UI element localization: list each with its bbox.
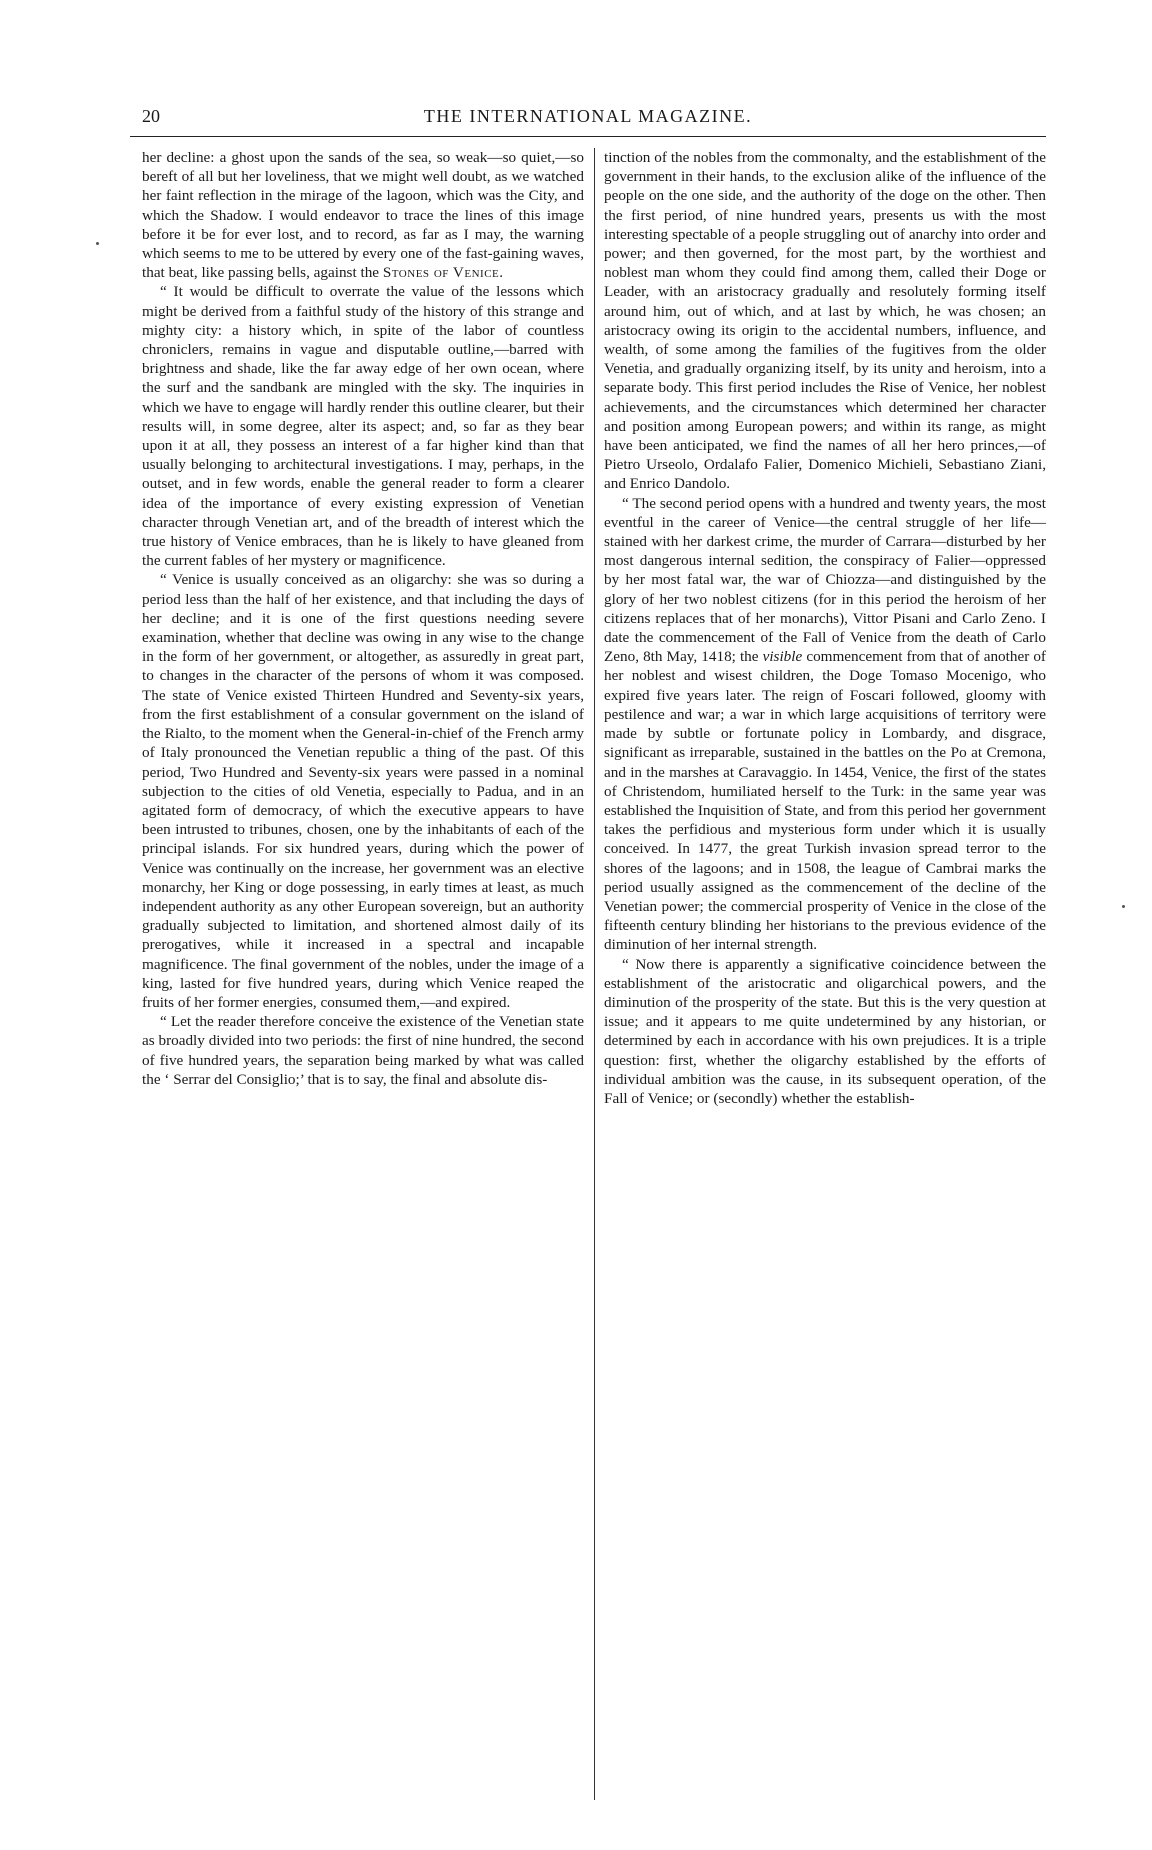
left-paragraph-3: “ Venice is usually conceived as an oligarchy: she was so during a period less than the half of her existence, and that including the days of her decline; and it is one of the first questions needing severe examination, whether that decline was owing in any wise to the change in the form of her government, or altogether, as assuredly in great part, to changes in the character of the persons of whom it was composed. The state of Venice existed Thirteen Hundred and Seventy-six years, from the first establishment of a consular government on the island of the Rialto, to the moment when the General-in-chief of the French army of Italy pronounced the Venetian republic a thing of the past. Of this period, Two Hundred and Seventy-six years were passed in a nominal subjection to the cities of old Venetia, especially to Padua, and in an agitated form of democracy, of which the executive appears to have been intrusted to tribunes, chosen, one by the inhabitants of each of the principal islands. For six hundred years, during which the power of Venice was continually on the increase, her government was an elective monarchy, her King or doge possessing, in early times at least, as much independent authority as any other European sovereign, but an authority gradually subjected to limitation, and shortened almost daily of its prerogatives, while it increased in a spectral and incapable magnificence. The final government of the nobles, under the image of a king, lasted for five hundred years, during which Venice reaped the fruits of her former energies, consumed them,—and expired. [142,571,584,1011]
stray-print-mark [96,242,99,245]
left-p1-end: . [499,264,504,282]
left-p1-smallcaps: Stones of Venice [382,264,500,282]
page-header [130,100,1046,137]
stray-print-mark [1122,905,1125,908]
magazine-page [130,100,1046,1800]
left-paragraph-2: “ It would be difficult to overrate the value of the lessons which might be derived from a faithful study of the history of this strange and mighty city: a history which, in spite of the labor of countless chroniclers, remains in vague and disputable outline,—barred with brightness and shade, like the far away edge of her own ocean, where the surf and the sandbank are mingled with the sky. The inquiries in which we have to engage will hardly render this outline clearer, but their results will, in some degree, alter its aspect; and, so far as they bear upon it at all, they possess an interest of a far higher kind than that usually belonging to architectural investigations. I may, perhaps, in the outset, and in few words, enable the general reader to form a clearer idea of the importance of every existing expression of Venetian character through Venetian art, and of the breadth of interest which the true history of Venice embraces, than he is likely to have gleaned from the current fables of her mystery or magnificence. [142,283,584,570]
right-p2-before: “ The second period opens with a hundred and twenty years, the most eventful in the career of Venice—the central struggle of her life—stained with her darkest crime, the murder of Carrara—disturbed by her most dangerous internal sedition, the conspiracy of Falier—oppressed by her most fatal war, the war of Chiozza—and distinguished by the glory of her two noblest citizens (for in this period the heroism of her citizens replaces that of her monarchs), Vittor Pisani and Carlo Zeno. I date the commencement of the Fall of Venice from the death of Carlo Zeno, 8th May, 1418; the [604,494,1046,666]
left-paragraph-1 [142,148,584,282]
right-paragraph-1: tinction of the nobles from the commonalty, and the establishment of the government in their hands, to the exclusion alike of the influence of the people on the one side, and the authority of the doge on the other. Then the first period, of nine hundred years, presents us with the most interesting spectable of a people struggling out of anarchy into order and power; and then governed, for the most part, by the worthiest and noblest man whom they could find among them, called their Doge or Leader, with an aristocracy gradually and resolutely forming itself around him, out of which, and at last by which, he was chosen; an aristocracy owing its origin to the accidental numbers, influence, and wealth, of some among the families of the fugitives from the older Venetia, and gradually organizing itself, by its unity and heroism, into a separate body. This first period includes the Rise of Venice, her noblest achievements, and the circumstances which determined her character and position among European powers; and within its range, as might have been anticipated, we find the names of all her hero princes,—of Pietro Urseolo, Ordalafo Falier, Domenico Michieli, Sebastiano Ziani, and Enrico Dandolo. [604,149,1046,493]
column-divider [594,148,595,1800]
right-paragraph-3: “ Now there is apparently a significative coincidence between the establishment of the aristocratic and oligarchical powers, and the diminution of the prosperity of the state. But this is the very question at issue; and it appears to me quite undetermined by any historian, or determined by each in accordance with his own prejudices. It is a triple question: first, whether the oligarchy established by the efforts of individual ambition was the cause, in its subsequent operation, of the Fall of Venice; or (secondly) whether the establish- [604,955,1046,1107]
left-p1-text: her decline: a ghost upon the sands of the sea, so weak—so quiet,—so bereft of all but her loveliness, that we might well doubt, as we watched her faint reflection in the mirage of the lagoon, which was the City, and which the Shadow. I would endeavor to trace the lines of this image before it be for ever lost, and to record, as far as I may, the warning which seems to me to be uttered by every one of the fast-gaining waves, that beat, like passing bells, against the [142,149,584,282]
right-p2-after: commencement from that of another of her noblest and wisest children, the Doge Tomaso Mocenigo, who expired five years later. The reign of Foscari followed, gloomy with pestilence and war; a war in which large acquisitions of territory were made by subtle or fortunate policy in Lombardy, and disgrace, significant as irreparable, sustained in the battles on the Po at Cremona, and in the marshes at Caravaggio. In 1454, Venice, the first of the states of Christendom, humiliated herself to the Turk: in the same year was established the Inquisition of State, and from this period her government takes the perfidious and mysterious form under which it is usually conceived. In 1477, the great Turkish invasion spread terror to the shores of the lagoons; and in 1508, the league of Cambrai marks the period usually assigned as the commencement of the decline of the Venetian power; the commercial prosperity of Venice in the close of the fifteenth century blinding her historians to the previous evidence of the diminution of her internal strength. [604,648,1046,954]
left-column [142,148,584,1800]
right-paragraph-2 [604,494,1046,955]
page-number: 20 [142,106,160,126]
running-title: THE INTERNATIONAL MAGAZINE. [423,106,753,126]
right-p2-italic: visible [762,648,803,666]
left-paragraph-4: “ Let the reader therefore conceive the existence of the Venetian state as broadly divided into two periods: the first of nine hundred, the second of five hundred years, the separation being marked by what was called the ‘ Serrar del Consiglio;’ that is to say, the final and absolute dis- [142,1013,584,1088]
text-columns [142,148,1046,1800]
right-column [604,148,1046,1800]
